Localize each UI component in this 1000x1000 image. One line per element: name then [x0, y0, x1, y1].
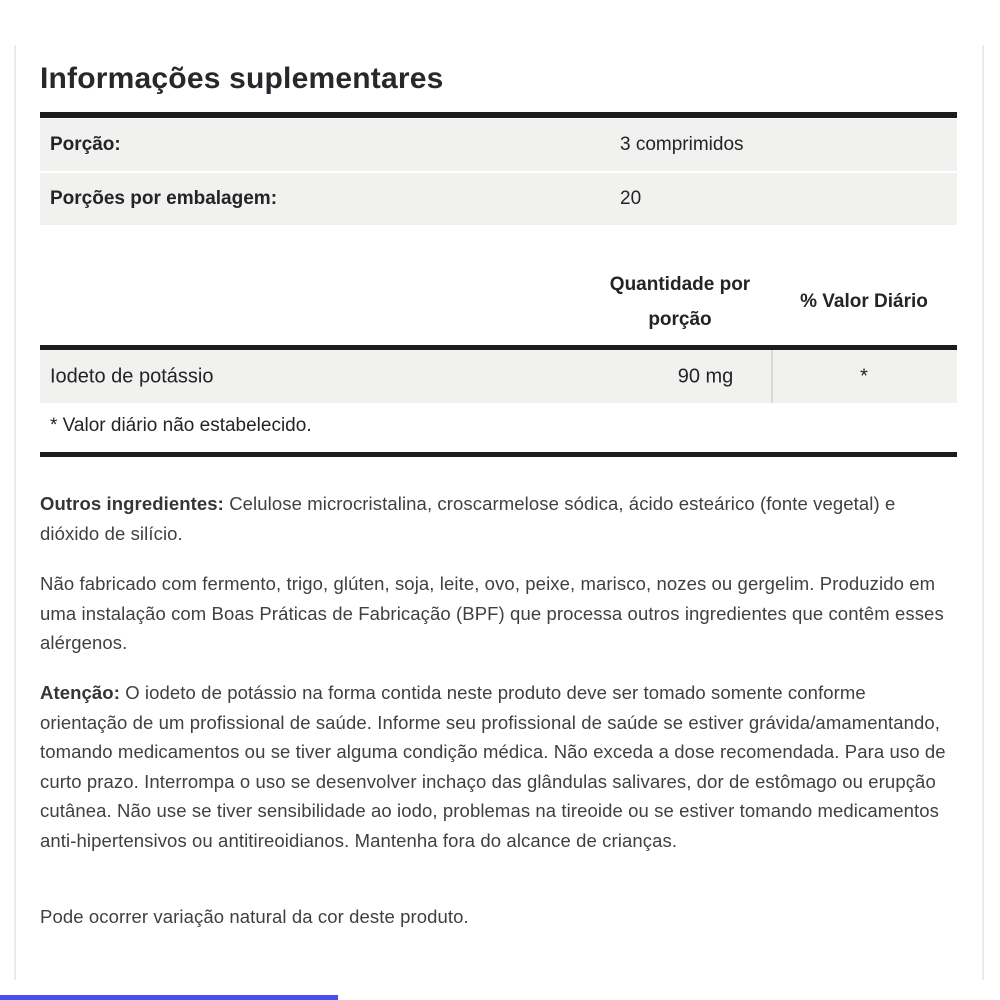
servings-per-container-label: Porções por embalagem: — [50, 188, 278, 209]
servings-per-container-value: 20 — [620, 188, 642, 209]
serving-size-row — [40, 119, 957, 171]
nutrient-name: Iodeto de potássio — [50, 365, 214, 387]
color-variation-note — [40, 902, 958, 932]
divider-rule-bottom — [40, 452, 957, 457]
allergen-text: Não fabricado com fermento, trigo, glúten, soja, leite, ovo, peixe, marisco, nozes ou gergelim. Produzido em uma instalação com Boas Práticas de Fabricação (BPF) que processa outros ingredientes que contêm esses alérgenos. — [40, 573, 944, 654]
carousel-right-slide-edge — [982, 45, 984, 980]
other-ingredients-paragraph — [40, 489, 958, 548]
serving-size-value: 3 comprimidos — [620, 134, 744, 155]
warning-label: Atenção: — [40, 682, 120, 703]
nutrient-amount: 90 mg — [677, 365, 734, 387]
allergen-paragraph — [40, 569, 958, 658]
nutrient-daily-value: * — [860, 365, 868, 387]
carousel-progress-indicator — [0, 995, 338, 1000]
color-variation-text: Pode ocorrer variação natural da cor deste produto. — [40, 906, 469, 927]
other-ingredients-text: Celulose microcristalina, croscarmelose sódica, ácido esteárico (fonte vegetal) e dióxido de silício. — [40, 493, 896, 544]
warning-text: O iodeto de potássio na forma contida neste produto deve ser tomado somente conforme orientação de um profissional de saúde. Informe seu profissional de saúde se estiver grávida/amamentando, tomando medicamentos ou se tiver alguma condição médica. Não exceda a dose recomendada. Para uso de curto prazo. Interrompa o uso se desenvolver inchaço das glândulas salivares, dor de estômago ou erupção cutânea. Não use se tiver sensibilidade ao iodo, problemas na tireoide ou se estiver tomando medicamentos anti-hipertensivos ou antitireoidianos. Mantenha fora do alcance de crianças. — [40, 682, 946, 851]
table-row-potassium-iodide — [40, 350, 957, 403]
column-header-daily-value: % Valor Diário — [800, 291, 928, 312]
serving-size-label: Porção: — [50, 134, 121, 155]
column-header-amount-per-serving: Quantidade por porção — [609, 274, 751, 330]
carousel-left-slide-edge — [14, 45, 16, 980]
warning-paragraph — [40, 678, 958, 856]
page-title: Informações suplementares — [40, 62, 444, 95]
divider-rule-top — [40, 112, 957, 118]
servings-per-container-row — [40, 173, 957, 225]
other-ingredients-label: Outros ingredientes: — [40, 493, 224, 514]
daily-value-footnote: * Valor diário não estabelecido. — [50, 415, 312, 436]
